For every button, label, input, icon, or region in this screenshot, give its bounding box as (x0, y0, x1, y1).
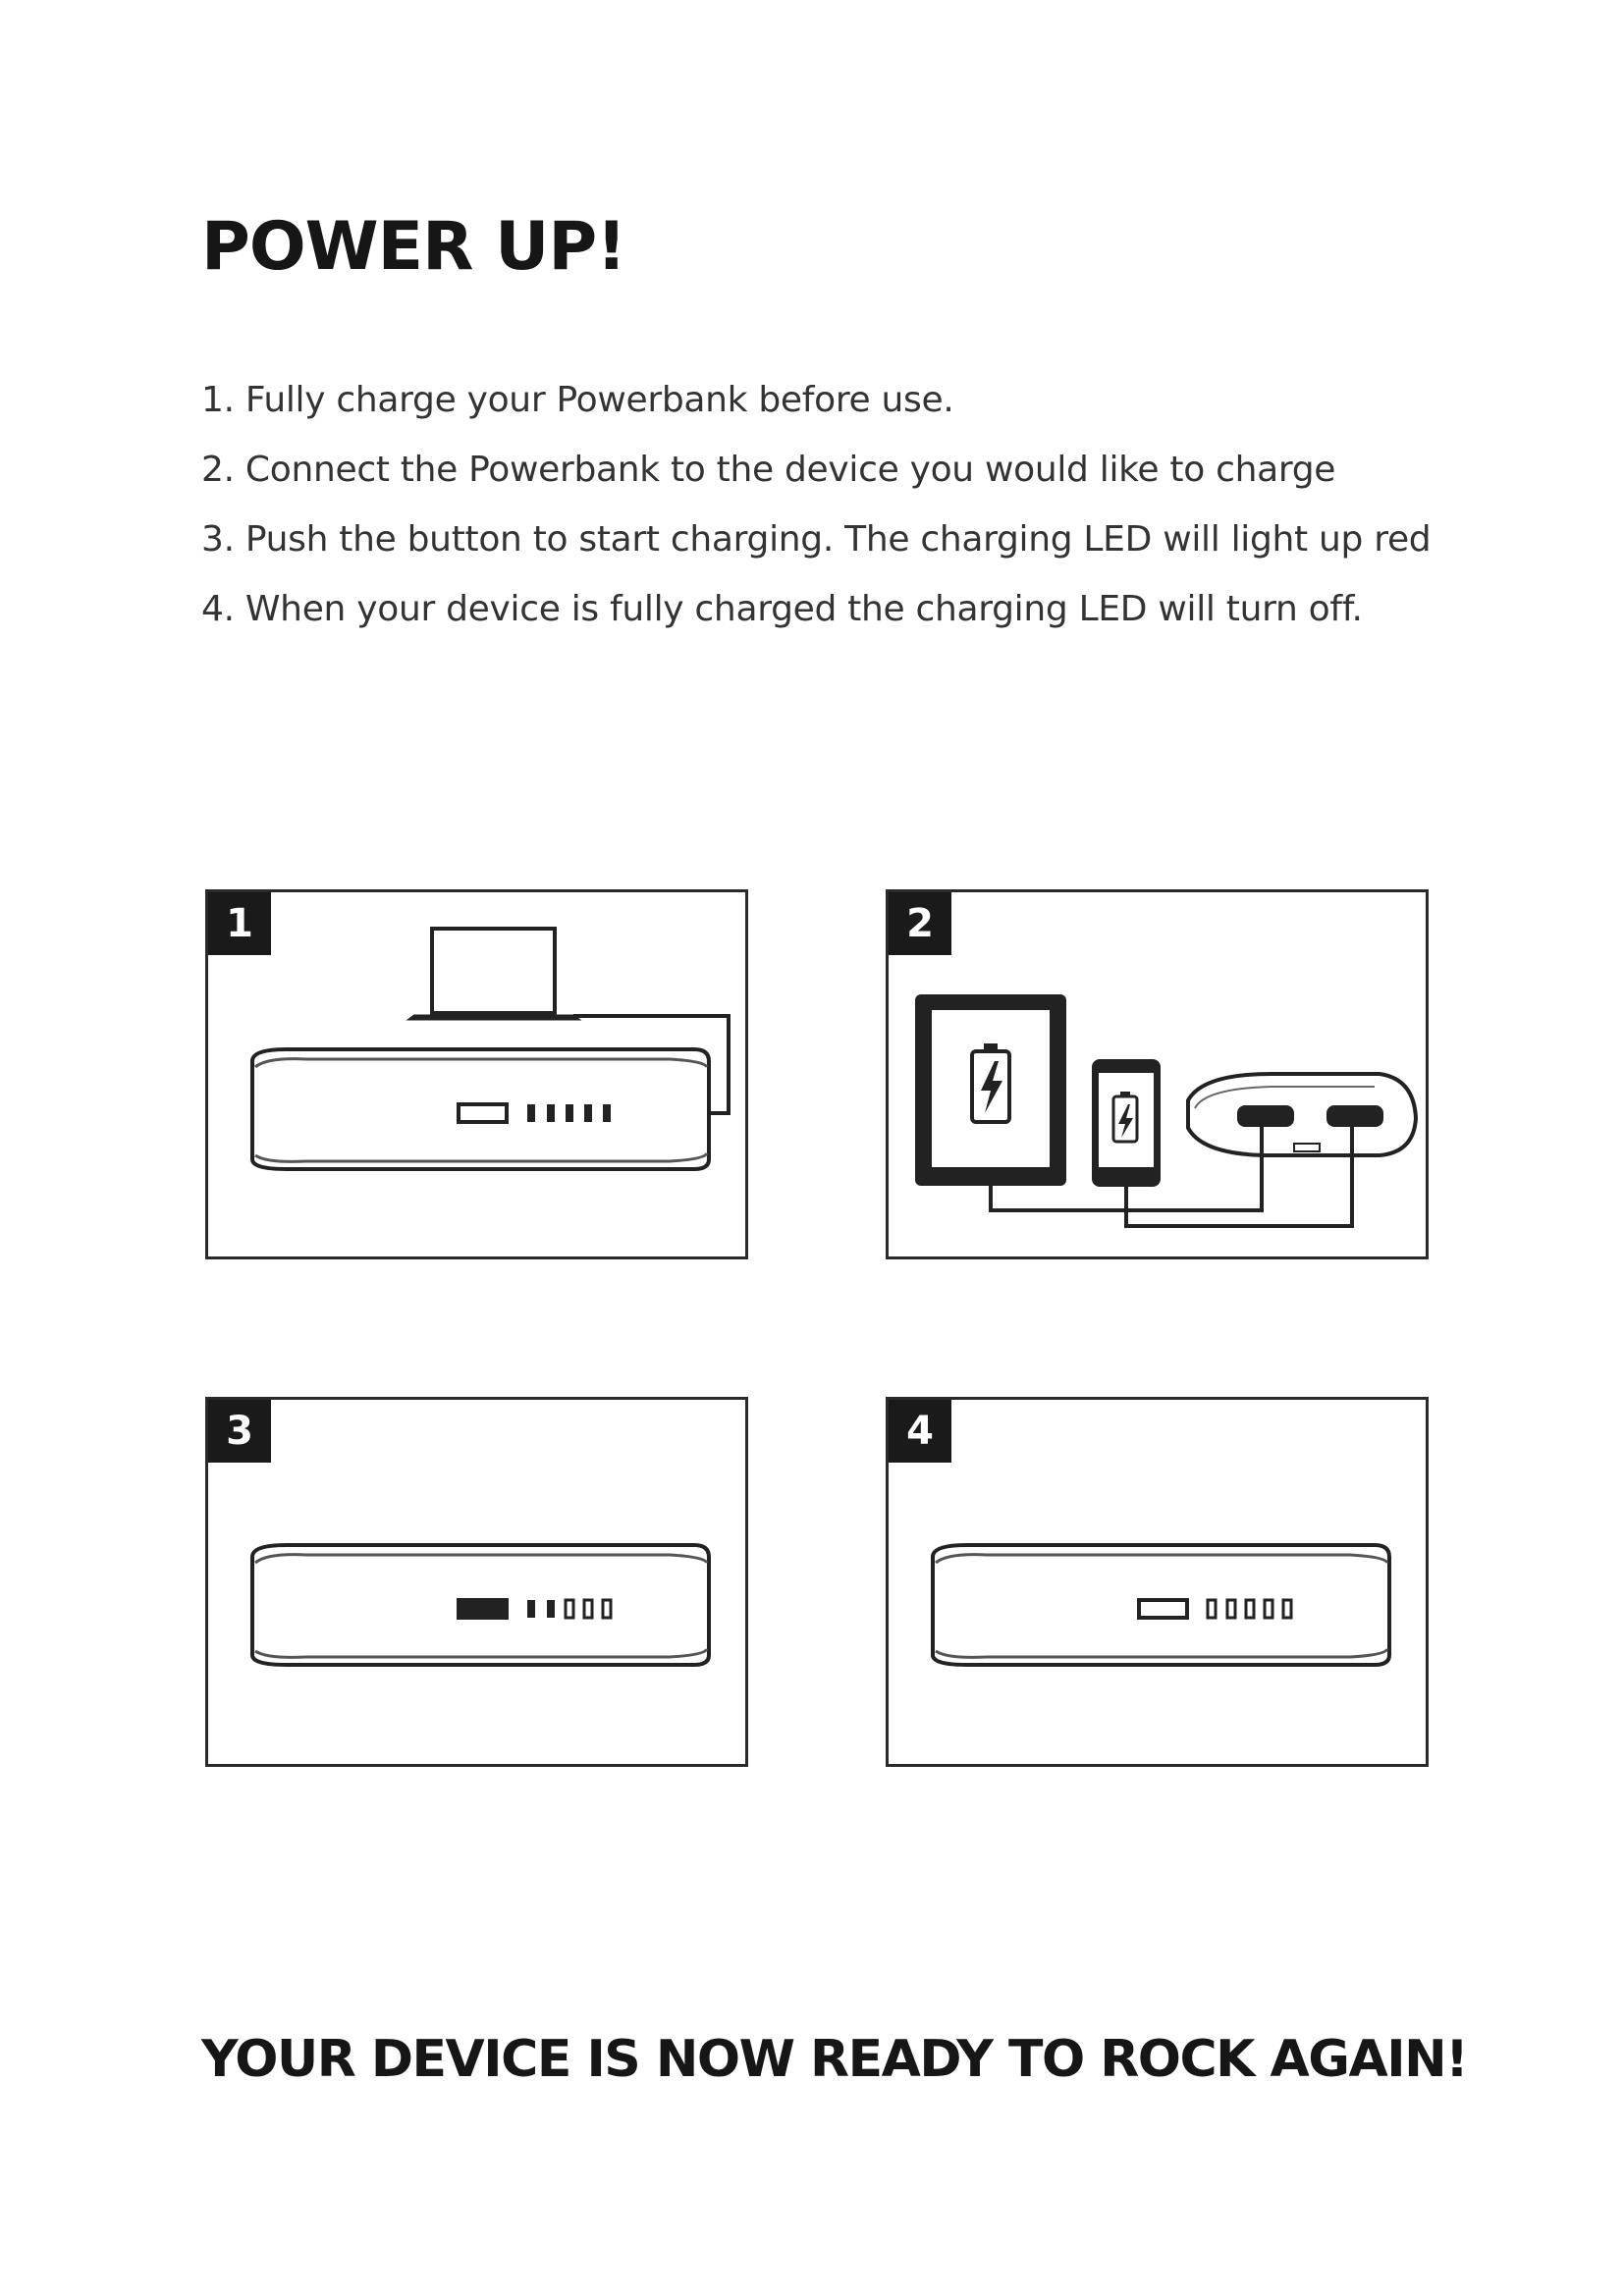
led-indicator-icon (547, 1104, 555, 1122)
illustration-panel-4 (886, 1397, 1429, 1767)
led-indicator-icon (584, 1104, 592, 1122)
led-indicator-icon (1208, 1600, 1216, 1618)
power-button-icon (1139, 1600, 1187, 1618)
instructions-list (201, 373, 1431, 652)
laptop-base-icon (410, 1016, 577, 1019)
powerbank-charging-devices-illustration (889, 892, 1426, 1256)
usb-port-icon (1237, 1105, 1294, 1127)
panel-number-badge: 4 (889, 1400, 951, 1463)
led-indicator-icon (1265, 1600, 1272, 1618)
panel-number-badge: 2 (889, 892, 951, 955)
led-indicator-icon (1283, 1600, 1291, 1618)
led-indicator-icon (527, 1600, 535, 1618)
laptop-charging-powerbank-illustration (208, 892, 745, 1256)
led-indicator-icon (584, 1600, 592, 1618)
led-indicator-icon (603, 1104, 611, 1122)
led-indicator-icon (603, 1600, 611, 1618)
closing-message: YOUR DEVICE IS NOW READY TO ROCK AGAIN! (201, 2030, 1468, 2089)
illustration-panel-1 (205, 889, 748, 1259)
power-button-icon (459, 1600, 507, 1618)
instruction-step: 2. Connect the Powerbank to the device you would like to charge (201, 450, 1336, 490)
powerbank-led-off-illustration (889, 1400, 1426, 1764)
panel-number-badge: 3 (208, 1400, 271, 1463)
led-indicator-icon (527, 1104, 535, 1122)
panel-number-badge: 1 (208, 892, 271, 955)
instruction-step: 3. Push the button to start charging. The charging LED will light up red (201, 519, 1432, 560)
usb-port-icon (1326, 1105, 1383, 1127)
led-indicator-icon (1246, 1600, 1254, 1618)
page-title: POWER UP! (201, 208, 626, 286)
led-indicator-icon (547, 1600, 555, 1618)
led-indicator-icon (566, 1600, 573, 1618)
power-button-icon (459, 1104, 507, 1122)
powerbank-led-on-illustration (208, 1400, 745, 1764)
instruction-step: 4. When your device is fully charged the charging LED will turn off. (201, 589, 1363, 629)
led-indicator-icon (566, 1104, 573, 1122)
instruction-step: 1. Fully charge your Powerbank before use. (201, 380, 954, 420)
illustration-panel-3 (205, 1397, 748, 1767)
led-indicator-icon (1227, 1600, 1235, 1618)
illustration-panel-2 (886, 889, 1429, 1259)
laptop-screen-icon (432, 929, 555, 1013)
